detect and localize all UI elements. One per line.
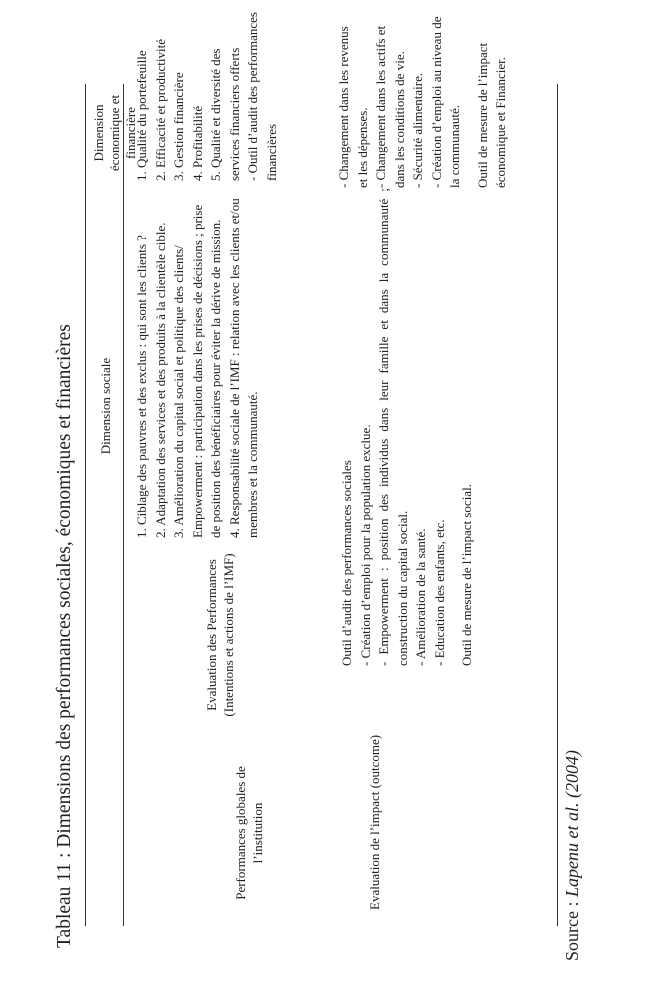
list-item: 4. Profitabilité <box>189 105 205 181</box>
table-header-rule <box>123 84 124 926</box>
cell-intro: Outil d’audit des performances sociales <box>339 460 354 666</box>
list-item: 1. Ciblage des pauvres et des exclus : qui sont les clients ? <box>134 235 149 538</box>
list-item: - Changement dans les revenus et les dépenses. <box>336 26 370 188</box>
row-label-global-performance: Performances globales de l’institution <box>233 766 265 900</box>
row-sublabel-performance-evaluation: Evaluation des Performances (Intentions et actions de l’IMF) <box>204 553 236 717</box>
list-item: - Education des enfants, etc. <box>431 519 447 666</box>
source-citation <box>562 750 583 961</box>
list-item: 2. Efficacité et productivité <box>152 39 168 181</box>
list-item: 3. Amélioration du capital social et politique des clients/ Empowerment : participation dans les prises de décisions ; prise de position des bénéficiaires pour éviter la dérive de mission. <box>171 204 223 538</box>
cell-outro: Outil de mesure de l’impact social. <box>459 484 474 666</box>
list-item: - Empowerment : position des individus dans leur famille et dans la communauté ; construction du capital social. <box>376 188 410 666</box>
source-reference: Lapenu et al. (2004) <box>562 750 582 898</box>
cell-economic-performance <box>133 11 281 181</box>
list-item: - Création d’emploi pour la population exclue. <box>357 424 373 666</box>
list-item: - Outil d’audit des performances financières <box>245 12 279 181</box>
list-item: - Changement dans les actifs et dans les conditions de vie. <box>373 25 407 188</box>
header-economic-dimension: Dimension économique et financière <box>91 94 138 172</box>
list-item: - Création d’emploi au niveau de la communauté. <box>428 16 462 188</box>
list-item: 5. Qualité et diversité des services financiers offerts <box>208 47 242 181</box>
source-prefix: Source : <box>562 897 582 961</box>
list-item: 2. Adaptation des services et des produits à la clientèle cible. <box>152 222 168 538</box>
cell-social-impact <box>338 188 477 666</box>
cell-outro: Outil de mesure de l’impact économique et Financier. <box>474 42 508 188</box>
list-item: 3. Gestion financière <box>171 72 186 181</box>
table-top-rule <box>85 84 86 926</box>
list-item: - Sécurité alimentaire. <box>410 72 425 188</box>
list-item: 4. Responsabilité sociale de l’IMF : relation avec les clients et/ou membres et la communauté. <box>226 198 260 538</box>
list-item: 1. Qualité du portefeuille <box>134 50 149 181</box>
table-title: Tableau 11 : Dimensions des performances sociales, économiques et financières <box>54 324 75 948</box>
header-social-dimension: Dimension sociale <box>98 357 113 455</box>
row-label-impact-evaluation: Evaluation de l’impact (outcome) <box>367 734 382 910</box>
table-bottom-rule <box>557 84 558 926</box>
cell-economic-impact <box>335 16 511 188</box>
list-item: - Amélioration de la santé. <box>413 528 428 666</box>
cell-social-performance <box>133 192 263 538</box>
